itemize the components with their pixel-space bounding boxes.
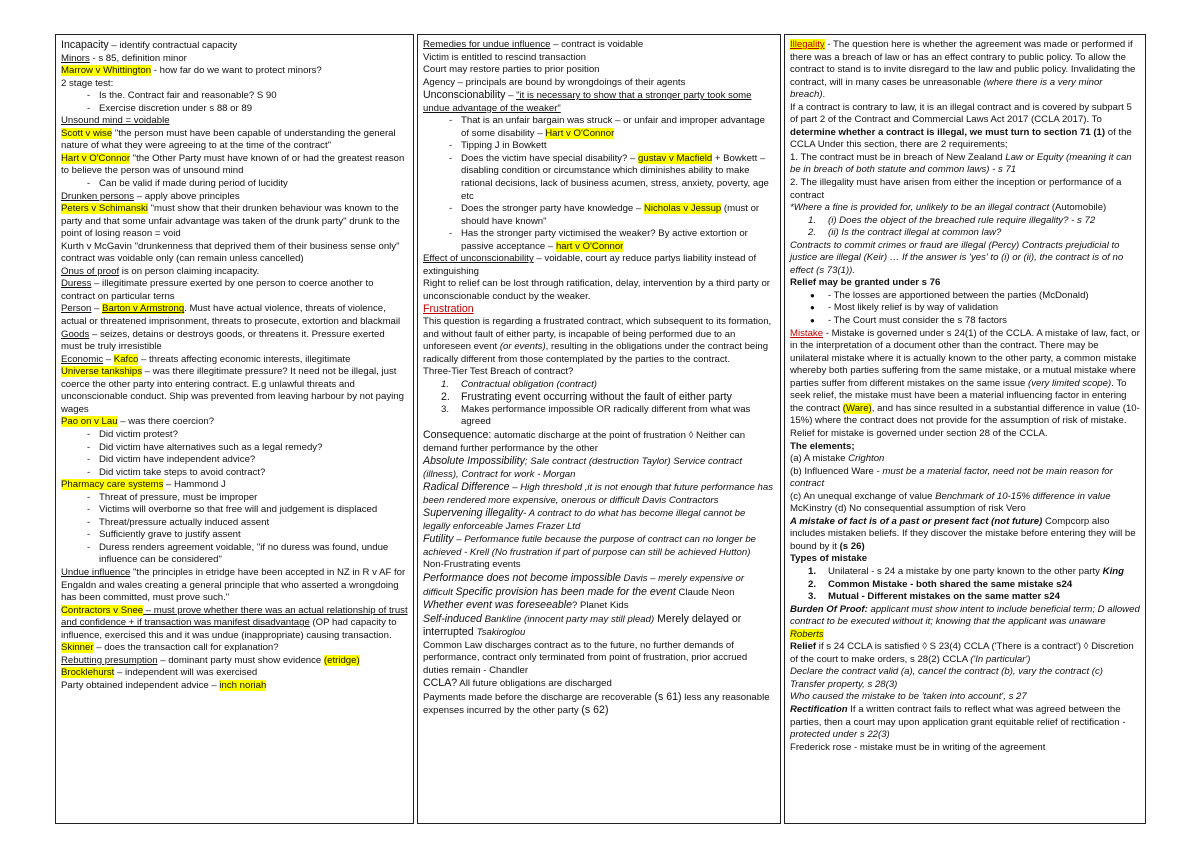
heading-remedies: Remedies for undue influence: [423, 39, 551, 50]
list-item: 2. (ii) Is the contract illegal at common law?: [808, 227, 1002, 239]
list-item: 1. (i) Does the object of the breached rule require illegality? - s 72: [808, 214, 1096, 226]
case-highlight: Brocklehurst: [61, 667, 115, 679]
text: + Bowkett – disabling condition or circumstance which diminishes ability to make rational decisions, lack of business acumen, stress, anxiety, poverty, age etc: [461, 152, 769, 202]
text: Rectification: [790, 703, 848, 715]
text: 2 stage test:: [61, 77, 114, 89]
case-highlight: Marrow v Whittington: [61, 65, 152, 77]
text: "the principles in etridge have been accepted in NZ in R v AF for Engaldn and wales creating a general principle that who asserted a wrongdoing has been committed, must prove such.": [61, 566, 406, 604]
text: – High threshold ,it is not enough that future performance has been rendered more expensive, onerous or difficult Davis Contractors: [423, 482, 774, 506]
text: Common Law discharges contract as to the future, no further demands of performance, contract only terminated from point of frustration, prior accrued duties remain - Chandler: [423, 639, 748, 676]
text: (meaning it can be in breach of both statute and common laws) - s 71: [790, 151, 1132, 176]
text: Tsakiroglou: [476, 627, 526, 639]
heading-drunken-persons: Drunken persons: [61, 190, 135, 202]
text: – seizes, detains or destroys goods, or threatens it. Pressure exerted must be truly irresistible: [61, 328, 385, 353]
text: Benchmark of 10-15% difference in value: [935, 490, 1111, 502]
text: – independent will was exercised: [114, 667, 258, 679]
case-highlight: Skinner: [61, 642, 94, 654]
text: Kurth v McGavin "drunkenness that deprived them of their business sense only" contract was voidable only (can remain unless cancelled): [61, 240, 400, 265]
text: (very limited scope): [1028, 377, 1112, 389]
label-radical-difference: Radical Difference: [423, 481, 510, 494]
case-highlight: hart v O'Connor: [555, 240, 624, 252]
text: Relief may be granted under s 76: [790, 277, 941, 289]
text: , resulting in the obligations under the contract being radically different from those contemplated by the parties to the contract.: [423, 341, 769, 365]
text: protected under s 22(3): [790, 729, 890, 741]
text: – apply above principles: [134, 190, 240, 202]
text: If a contract is contrary to law, it is an illegal contract and is covered by subpart 5 of part 2 of the Contract and Commercial Laws Act 2017 (CCLA 2017). To: [790, 101, 1132, 126]
heading-economic: Economic: [61, 353, 104, 365]
case-highlight: Peters v Schimanski: [61, 203, 148, 215]
text: . Must have actual violence, threats of violence, actual or threatened imprisonment, threats to prosecute, extortion and blackmail: [61, 303, 401, 328]
list-item: ● - The Court must consider the s 78 factors: [790, 315, 1140, 328]
text: Declare the contract valid (a), cancel the contract (b), vary the contract (c) Transfer property, s 28(3): [790, 666, 1103, 690]
text: Does the stronger party have knowledge –: [461, 203, 644, 215]
text: Davis – merely expensive or difficult: [423, 572, 745, 598]
heading-non-frustrating: Non-Frustrating events: [423, 559, 521, 571]
text: (a) A mistake: [790, 453, 849, 465]
text: ; Sale contract (destruction Taylor) Service contract (illness), Contract for work - Morgan: [423, 456, 743, 480]
heading-goods: Goods: [61, 328, 90, 340]
list-item: - Can be valid if made during period of lucidity: [61, 178, 408, 191]
text: of the CCLA Under this section, there are 2 requirements;: [790, 126, 1132, 151]
text: – threats affecting economic interests, illegitimate: [138, 353, 351, 365]
text: automatic discharge at the point of frustration ◊ Neither can demand further performance by the other: [423, 429, 746, 454]
list-item: 1. Contractual obligation (contract): [441, 378, 597, 390]
list-item: - Did victim have independent advice?: [61, 454, 408, 467]
text: - Mistake is governed under s 24(1) of the CCLA. A mistake of law, fact, or in the interpretation of a document other than the contract. There may be unilateral mistake where it is actually known to the other party, a common mistake whereby both parties suffering from the same mistake, or a mutual mistake where parties suffer from different mistakes on the same issue: [790, 327, 1140, 389]
notes-column-illegality: [784, 34, 1146, 824]
heading-unsound-mind: Unsound mind = voidable: [61, 115, 170, 127]
case-highlight: Nicholas v Jessup: [643, 203, 722, 215]
text: (i) Does the object of the breached rule require illegality? - s 72: [828, 214, 1096, 226]
list-item: - Victims will overborne so that free will and judgement is displaced: [61, 504, 408, 517]
text: (b) Influenced Ware -: [790, 465, 883, 477]
text: That is an unfair bargain was struck – or unfair and improper advantage of some disability –: [461, 115, 765, 139]
text: Burden Of Proof:: [790, 603, 868, 615]
text: – voidable, court ay reduce partys liability instead of extinguishing: [423, 253, 757, 277]
text: – does the transaction call for explanation?: [93, 642, 279, 654]
list-item: - Duress renders agreement voidable, "if no duress was found, undue influence can be considered": [61, 542, 408, 567]
list-item: ● - The losses are apportioned between the parties (McDonald): [790, 290, 1140, 303]
notes-column-unconscionability: [417, 34, 781, 824]
text: Party obtained independent advice –: [61, 679, 220, 691]
label-ccla: CCLA?: [423, 677, 458, 690]
list-item: [423, 203, 775, 228]
text: Frederick rose - mistake must be in writing of the agreement: [790, 741, 1046, 753]
list-item: [423, 228, 775, 253]
text: –: [505, 90, 517, 102]
list-item: - Sufficiently grave to justify assent: [61, 529, 408, 542]
text: - The question here is whether the agreement was made or performed if there was a breach of law or has an effect contrary to public policy. To allow the contract to stand is to invite disregard to the law and public policy. Invalidating the contract, will in many cases be unreasonable: [790, 39, 1136, 88]
text: – was there coercion?: [117, 416, 215, 428]
case-highlight: (etridge): [323, 654, 360, 666]
text: – illegitimate pressure exerted by one person to coerce another to contract on particular terns: [61, 278, 374, 302]
text: Makes performance impossible OR radically different from what was agreed: [461, 403, 751, 428]
list-item: - Exercise discretion under s 88 or 89: [61, 103, 408, 116]
list-item: [423, 115, 775, 140]
text: Three-Tier Test Breach of contract?: [423, 366, 574, 378]
text: Victim is entitled to rescind transaction: [423, 51, 586, 63]
text: if s 24 CCLA is satisfied ◊ S 23(4) CCLA ('There is a contract') ◊ Discretion of the court to make orders, s 28(2) CCLA: [790, 641, 1134, 665]
text: – contract is voidable: [550, 39, 644, 50]
text: Self-induced: [423, 612, 482, 625]
list-item: 2. Frustrating event occurring without the fault of either party: [441, 391, 732, 404]
text: The elements;: [790, 440, 855, 452]
heading-onus: Onus of proof: [61, 265, 120, 277]
text: .: [822, 89, 826, 101]
heading-incapacity: Incapacity: [61, 39, 109, 51]
list-item: 3. Makes performance impossible OR radically different from what was agreed: [441, 403, 751, 428]
text: 1. The contract must be in breach of New Zealand: [790, 151, 1006, 163]
text: Performance does not become impossible: [423, 571, 621, 584]
list-item: 2. Common Mistake - both shared the same mistake s24: [808, 578, 1073, 590]
text: (ii) Is the contract illegal at common law?: [828, 227, 1002, 239]
text: Right to relief can be lost through ratification, delay, intervention by a third party or unconscionable conduct by the weaker.: [423, 278, 770, 302]
text: must be a material factor, need not be main reason for contract: [790, 465, 1113, 490]
text: – must prove whether there was an actual relationship of trust and confidence + if transaction was manifest disadvantage: [61, 604, 408, 629]
heading-duress: Duress: [61, 278, 92, 290]
text: 2. The illegality must have arisen from either the inception or performance of a contract: [790, 177, 1122, 201]
text: Unilateral - s 24 a mistake by one party known to the other party: [828, 565, 1103, 577]
text: (OP had capacity to influence, exercised this and it was undue (inappropriate) causing transaction.: [61, 617, 397, 641]
text: Contracts to commit crimes or fraud are illegal (Percy) Contracts prejudicial to justice are illegal (Keir) … If the answer is 'yes' to (i) or (ii), the contract is of no effect (s 73(1)).: [790, 239, 1124, 276]
case-highlight: Roberts: [790, 628, 824, 640]
text: Compcorp also includes mistaken beliefs. If they discover the mistake before entering they will be bound by it: [790, 515, 1136, 552]
heading-minors: Minors: [61, 52, 90, 64]
text: All future obligations are discharged: [457, 678, 612, 690]
list-item: [423, 153, 775, 203]
text: (Automobile): [1049, 202, 1107, 214]
case-highlight: Barton v Armstrong: [102, 303, 185, 315]
text: Relief: [790, 641, 817, 653]
heading-unconscionability: Unconscionability: [423, 89, 506, 102]
heading-mistake: Mistake: [790, 327, 824, 339]
text: Claude Neon: [675, 586, 735, 598]
case-highlight: (Ware): [842, 402, 872, 414]
text: – Hammond J: [163, 479, 226, 491]
list-item: - Threat/pressure actually induced assent: [61, 517, 408, 530]
text: ('In particular'): [970, 653, 1031, 665]
text: Has the stronger party victimised the weaker? By active extortion or passive acceptance –: [461, 228, 748, 252]
text: (s 62): [581, 704, 609, 717]
list-item: ● - Most likely relief is by way of validation: [790, 302, 1140, 315]
text: – was there illegitimate pressure? It need not be illegal, just coerce the other party into entering contract. E.g unlawful threats and unconscionable conduct. Ship was prevented from leaving harbour by not paying wages: [61, 366, 404, 415]
text: Contractual obligation (contract): [461, 378, 597, 390]
list-item: 1. Unilateral - s 24 a mistake by one party known to the other party King: [808, 565, 1124, 577]
heading-undue-influence: Undue influence: [61, 566, 131, 578]
case-highlight: inch noriah: [219, 679, 267, 691]
case-highlight: Contractors v Snee: [61, 604, 144, 616]
case-highlight: Hart v O'Connor: [61, 152, 131, 164]
text: If a written contract fails to reflect what was agreed between the parties, then a court may upon application grant equitable relief of rectification -: [790, 703, 1126, 728]
list-item: - Did victim take steps to avoid contract?: [61, 467, 408, 480]
list-item: - Tipping J in Bowkett: [423, 140, 775, 153]
text: - A contract to do what has become illegal cannot be legally enforceable James Frazer Ltd: [423, 508, 746, 532]
heading-frustration: Frustration: [423, 303, 474, 316]
text: Mutual - Different mistakes on the same matter s24: [828, 591, 1060, 603]
text: . To seek relief, the mistake must have been a material influencing factor in entering the contract: [790, 377, 1127, 414]
text: "the Other Party must have known of or had the greatest reason to believe the person was of unsound mind: [61, 152, 405, 177]
text: Frustrating event occurring without the fault of either party: [461, 391, 732, 404]
text: - s 85, definition minor: [89, 52, 187, 64]
text: Court may restore parties to prior position: [423, 64, 600, 76]
case-highlight: Scott v wise: [61, 127, 113, 139]
text: determine whether a contract is illegal, we must turn to section 71 (1): [790, 126, 1106, 138]
case-highlight: Universe tankships: [61, 366, 143, 378]
notes-column-incapacity: [55, 34, 414, 824]
text: A mistake of fact is of a past or present fact (not future): [790, 515, 1043, 527]
text: –: [91, 303, 103, 315]
text: Does the victim have special disability? –: [461, 152, 639, 164]
case-highlight: Pharmacy care systems: [61, 479, 164, 491]
text: "must show that their drunken behaviour was known to the party and that some unfair advantage was taken of the drunk party" drunk to the point of losing reason = void: [61, 203, 400, 240]
label-supervening-illegality: Supervening illegality: [423, 507, 524, 520]
text: – identify contractual capacity: [108, 40, 238, 51]
text: – dominant party must show evidence: [157, 654, 324, 666]
text: Law or Equity: [1005, 151, 1064, 163]
text: Relief for mistake is governed under section 28 of the CCLA.: [790, 427, 1048, 439]
text: (or events): [499, 341, 546, 353]
list-item: - Did victim protest?: [61, 429, 408, 442]
list-item: - Is the. Contract fair and reasonable? S 90: [61, 90, 408, 103]
text: - how far do we want to protect minors?: [151, 65, 322, 77]
label-futility: Futility: [423, 533, 454, 546]
label-absolute-impossibility: Absolute Impossibility: [423, 455, 525, 468]
label-consequence: Consequence:: [423, 428, 492, 441]
text: Who caused the mistake to be 'taken into account', s 27: [790, 691, 1027, 703]
text: –: [103, 353, 114, 365]
text: "the person must have been capable of understanding the general nature of what they were agreeing to at the time of the contract": [61, 127, 396, 152]
text: McKinstry (d) No consequential assumption of risk Vero: [790, 503, 1026, 515]
text: Common Mistake - both shared the same mistake s24: [828, 578, 1073, 590]
list-item: - Did victim have alternatives such as a legal remedy?: [61, 442, 408, 455]
text: Crighton: [848, 453, 885, 465]
text: "it is necessary to show that a stronger party took some undue advantage of the weaker": [423, 90, 752, 114]
text: – Performance futile because the purpose of contract can no longer be achieved - Krell (No frustration if part of purpose can still be achieved Hutton): [423, 534, 756, 558]
case-highlight: Hart v O'Connor: [545, 127, 615, 139]
text: is on person claiming incapacity.: [119, 265, 260, 277]
text: Payments made before the discharge are recoverable: [423, 691, 655, 703]
list-item: - Threat of pressure, must be improper: [61, 492, 408, 505]
heading-illegality: Illegality: [790, 39, 825, 50]
text: This question is regarding a frustrated contract, which subsequent to its formation, and without fault of either party, is incapable of being performed due to an unforeseen event: [423, 316, 772, 353]
text: (c) An unequal exchange of value: [790, 490, 936, 502]
text: Whether event was foreseeable: [423, 599, 572, 612]
text: less any reasonable expenses incurred by the other party: [423, 691, 770, 717]
text: (s 61): [654, 690, 682, 703]
text: , and has since resulted in a substantial difference in value (10-15%) where the contract does not provide for the assumption of risk of mistake.: [790, 402, 1140, 427]
heading-rebutting: Rebutting presumption: [61, 654, 158, 666]
text: Bankline (innocent party may still plead): [481, 613, 655, 625]
text: (must or should have known": [461, 203, 760, 227]
case-highlight: gustav v Macfield: [638, 152, 713, 164]
text: (s 26): [839, 540, 865, 552]
text: Merely delayed or interrupted: [423, 612, 742, 639]
text: applicant must show intent to include beneficial term; D allowed contract to be executed without it; knowing that the applicant was unaware: [790, 603, 1140, 628]
text: (where there is a very minor breach): [790, 76, 1103, 101]
heading-effect: Effect of unconscionability: [423, 253, 534, 265]
case-highlight: Kafco: [113, 353, 139, 365]
case-highlight: Pao on v Lau: [61, 416, 118, 428]
text: Specific provision has been made for the event: [455, 585, 676, 598]
list-item: 3. Mutual - Different mistakes on the same matter s24: [808, 591, 1060, 603]
text: Types of mistake: [790, 553, 868, 565]
text: *Where a fine is provided for, unlikely to be an illegal contract: [790, 202, 1050, 214]
text: ? Planet Kids: [572, 600, 629, 612]
heading-person: Person: [61, 303, 92, 315]
text: King: [1102, 565, 1124, 577]
text: Agency – principals are bound by wrongdoings of their agents: [423, 76, 686, 88]
